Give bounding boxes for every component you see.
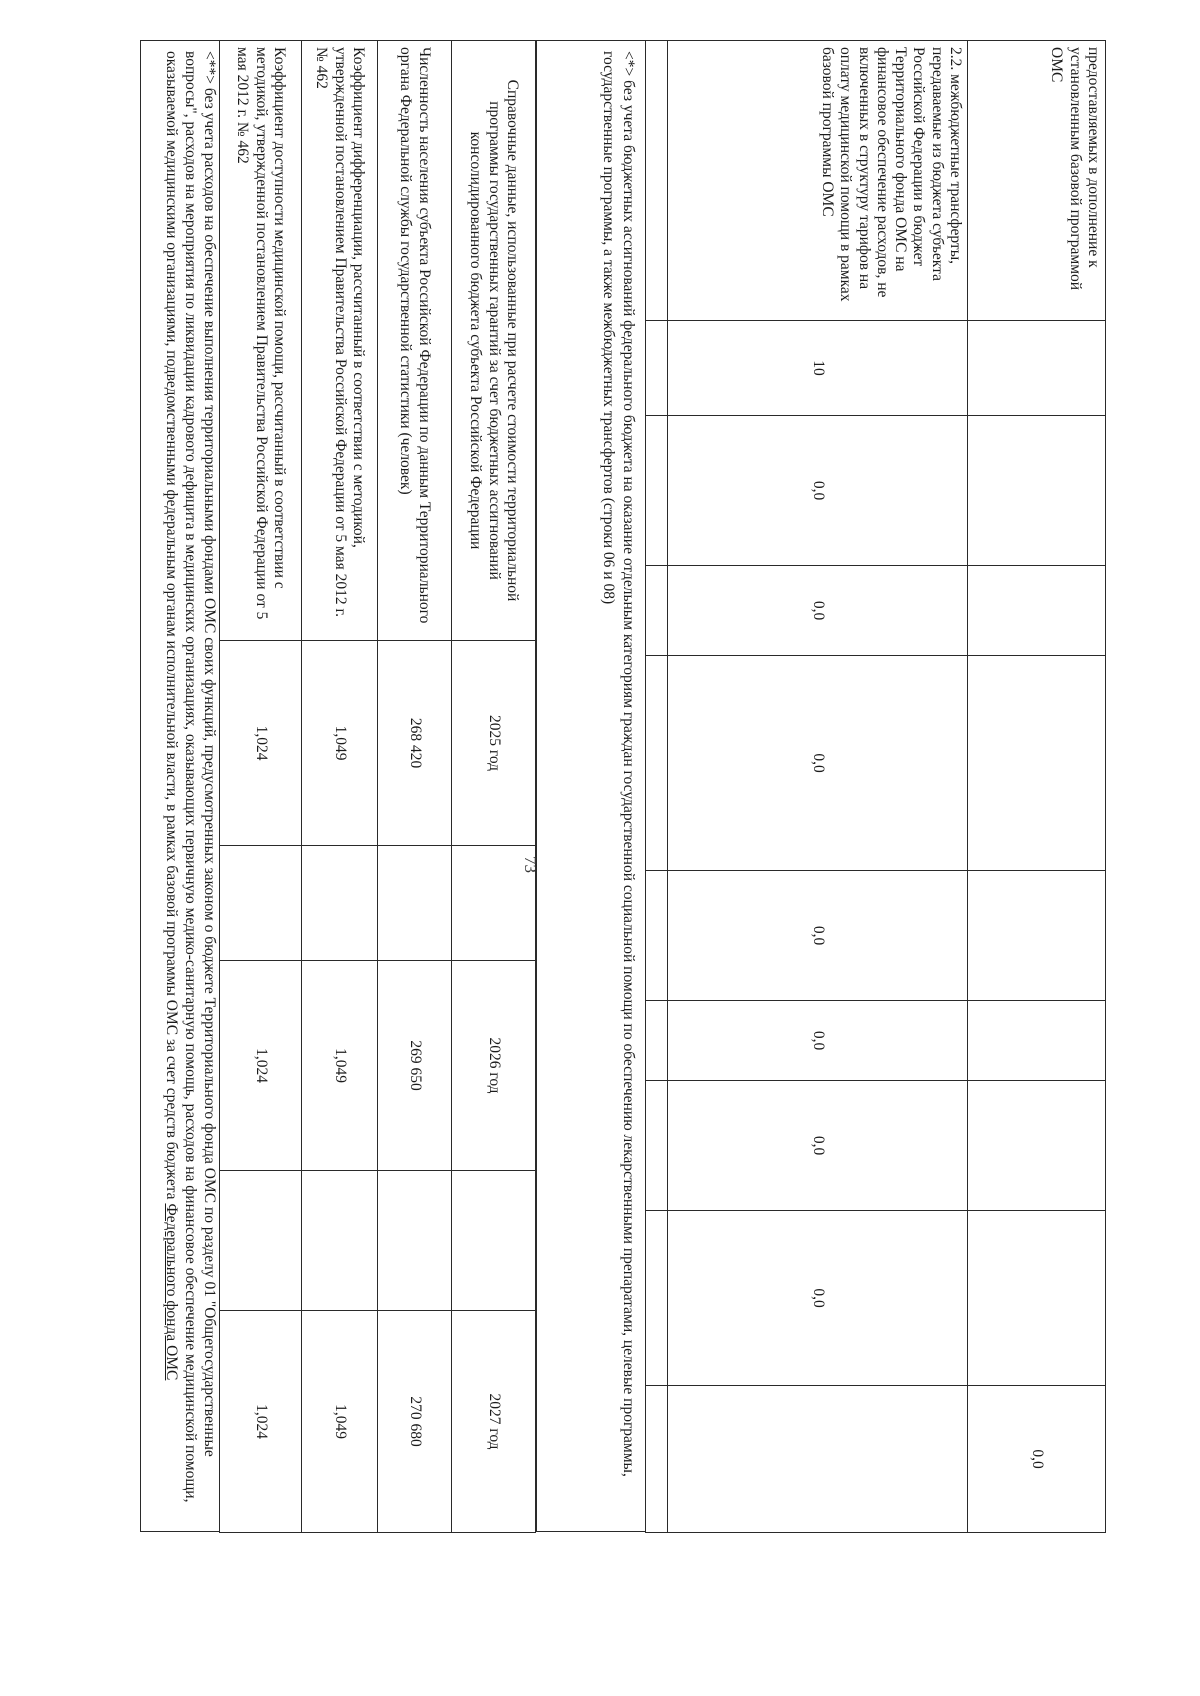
table-cell: 0,0 (668, 871, 968, 1001)
table-cell: 270 680 (378, 1311, 452, 1533)
year-2027: 2027 год (452, 1311, 536, 1533)
table-row (968, 41, 1106, 1533)
footnote-2 (140, 40, 220, 1532)
table-row (220, 41, 302, 1533)
table-header-row (452, 41, 536, 1533)
expenses-table (646, 40, 1106, 1532)
footnote-2-underlined: Федерального фонда ОМС (163, 1203, 181, 1381)
population-label: Численность населения субъекта Российской Федерации по данным Территориального органа Федеральной службы государственной статистики (человек) (378, 41, 452, 641)
table-cell: 268 420 (378, 641, 452, 846)
table-cell: 1,024 (220, 1311, 302, 1533)
table-cell: 1,049 (302, 1311, 378, 1533)
footnote-1: <*> без учета бюджетных ассигнований федерального бюджета на оказание отдельным категориям граждан государственной социальной помощи по обеспечению лекарственными препаратами, целевые программы, государственные программы, а также межбюджетных трансфертов (строки 06 и 08) (536, 40, 646, 1532)
footnote-2-text: <**> без учета расходов на обеспечение выполнения территориальными фондами ОМС своих функций, предусмотренных законом о бюджете Территориального фонда ОМС по разделу 01 "Общегосударственные вопросы", расходов на мероприятия по ликвидации кадрового дефицита в медицинских организациях, оказывающих первичную медико-санитарную помощь, расходов на финансовое обеспечение медицинской помощи, оказываемой медицинскими организациями, подведомственными федеральным органам исполнительной власти, в рамках базовой программы ОМС за счет средств бюджета (163, 51, 218, 1503)
table-cell: 1,024 (220, 961, 302, 1171)
table-cell: 0,0 (668, 416, 968, 566)
table-cell: 0,0 (668, 1001, 968, 1081)
table-row (668, 41, 968, 1533)
table-cell: 1,049 (302, 641, 378, 846)
year-2026: 2026 год (452, 961, 536, 1171)
table-cell: 0,0 (668, 1081, 968, 1211)
row1-value: 0,0 (968, 1386, 1106, 1533)
page-number: 73 (521, 856, 540, 873)
rotated-page (140, 40, 1106, 1532)
row-label-transfers: 2.2. межбюджетные трансферты, передаваемые из бюджета субъекта Российской Федерации в бюджет Территориального фонда ОМС на финансовое обеспечение расходов, не включенных в структуру тарифов на оплату медицинской помощи в рамках базовой программы ОМС (668, 41, 968, 321)
table-cell: 269 650 (378, 961, 452, 1171)
reference-data-table (220, 40, 536, 1532)
row-code: 10 (668, 321, 968, 416)
table-cell: 0,0 (668, 1211, 968, 1386)
accessibility-label: Коэффициент доступности медицинской помощи, рассчитанный в соответствии с методикой, утвержденной постановлением Правительства Российской Федерации от 5 мая 2012 г. № 462 (220, 41, 302, 641)
table-cell: 1,049 (302, 961, 378, 1171)
table-cell: 1,024 (220, 641, 302, 846)
row-label-continued: предоставляемых в дополнение к установленным базовой программой ОМС (968, 41, 1106, 321)
table-cell: 0,0 (668, 566, 968, 656)
reference-header: Справочные данные, использованные при расчете стоимости территориальной программы государственных гарантий за счет бюджетных ассигнований консолидированного бюджета субъекта Российской Федерации (452, 41, 536, 641)
table-row (378, 41, 452, 1533)
table-cell: 0,0 (668, 656, 968, 871)
year-2025: 2025 год (452, 641, 536, 846)
table-row (302, 41, 378, 1533)
differentiation-label: Коэффициент дифференциации, рассчитанный в соответствии с методикой, утвержденной постановлением Правительства Российской Федерации от 5 мая 2012 г. № 462 (302, 41, 378, 641)
